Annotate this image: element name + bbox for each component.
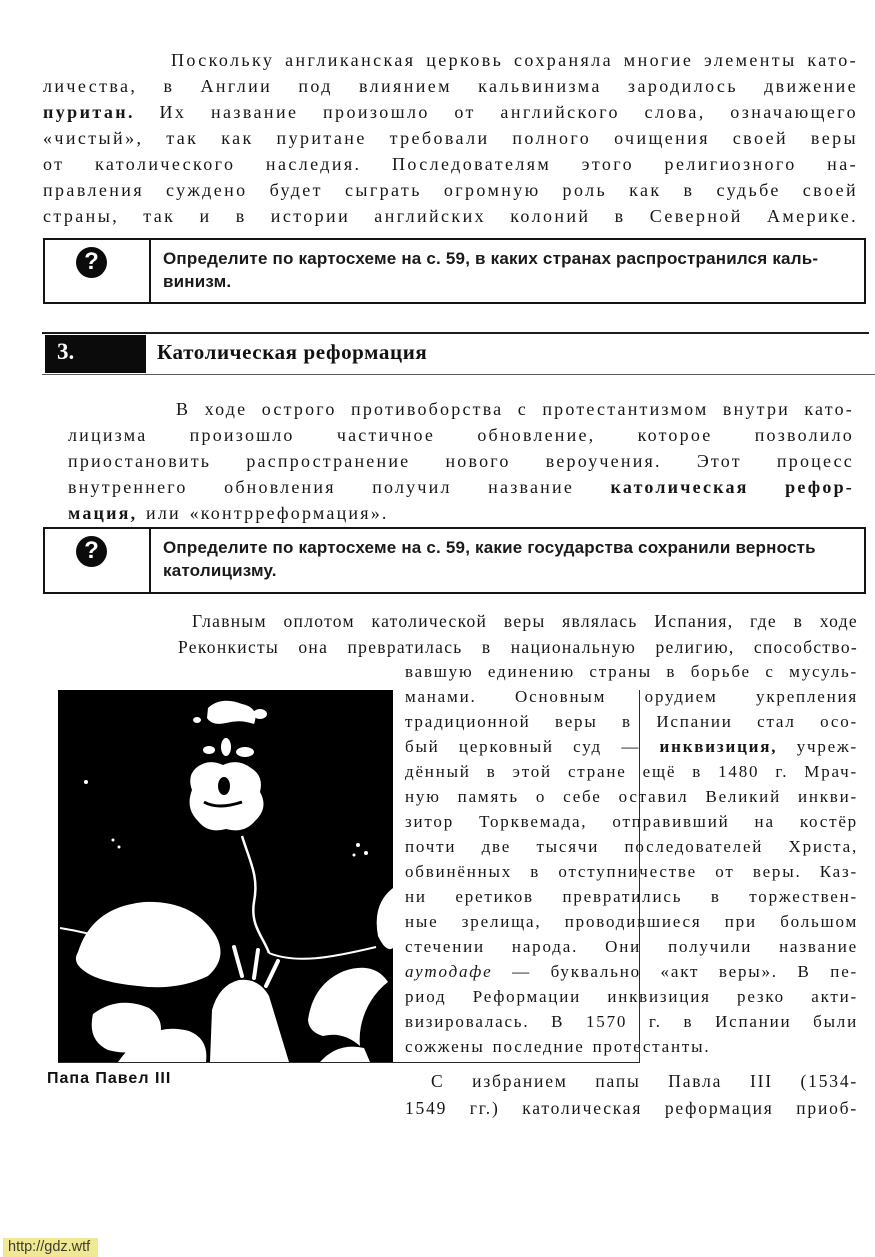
- text-line: дённый в этой стране ещё в 1480 г. Мрач-: [405, 762, 858, 781]
- section-rule-bottom: [42, 374, 875, 375]
- text-line: Определите по картосхеме на с. 59, в каких странах распространился каль-: [163, 249, 819, 268]
- paragraph-paul-election: [405, 1068, 858, 1122]
- question-icon: ?: [76, 536, 107, 567]
- text-line: риод Реформации инквизиция резко акти-: [405, 987, 858, 1006]
- text-line: лицизма произошло частичное обновление, которое позволило: [68, 425, 854, 445]
- text-line: Определите по картосхеме на с. 59, какие государства сохранили верность: [163, 538, 816, 557]
- text-line: сожжены последние протестанты.: [405, 1037, 711, 1056]
- question-text: [151, 529, 864, 592]
- text-line: Поскольку англиканская церковь сохраняла многие элементы като-: [171, 50, 858, 70]
- text-line: приостановить распространение нового вероучения. Этот процесс: [68, 451, 854, 471]
- text-line: С избранием папы Павла III (1534-: [431, 1071, 858, 1091]
- text-run: Их название произошло от английского слова, означающего: [134, 102, 858, 122]
- watermark-url: http://gdz.wtf: [3, 1238, 98, 1257]
- text-run: или «контрреформация».: [137, 503, 389, 523]
- section-rule-top: [42, 332, 869, 334]
- right-text-column: [405, 659, 858, 1122]
- text-line: ни еретиков превратились в торжествен-: [405, 887, 858, 906]
- bold-term-continued: мация,: [68, 503, 138, 523]
- bold-term-catholic-reformation: католическая рефор-: [610, 477, 855, 497]
- text-line: стечении народа. Они получили название: [405, 937, 858, 956]
- text-line: Главным оплотом католической веры являлась Испания, где в ходе: [192, 611, 858, 631]
- text-run: учреж-: [777, 737, 858, 756]
- paragraph-inquisition: [405, 659, 858, 1059]
- italic-term-autodafe: аутодафе: [405, 962, 493, 981]
- text-line: манами. Основным орудием укрепления: [405, 687, 858, 706]
- text-line: «чистый», так как пуритане требовали полного очищения своей веры: [43, 128, 858, 148]
- text-line: ную память о себе оставил Великий инкви-: [405, 787, 858, 806]
- question-icon-cell: [45, 529, 151, 592]
- question-icon-cell: [45, 240, 151, 302]
- text-line: католицизму.: [163, 561, 277, 580]
- text-line: от католического наследия. Последователям этого религиозного на-: [43, 154, 858, 174]
- text-line: 1549 гг.) католическая реформация приоб-: [405, 1098, 858, 1118]
- pope-paul-portrait-image: [58, 690, 393, 1062]
- text-line: Реконкисты она превратилась в национальную религию, способство-: [178, 637, 858, 657]
- paragraph-spain-intro: [178, 608, 858, 660]
- text-line: обвинённых в отступничестве от веры. Каз-: [405, 862, 858, 881]
- section-number-box: [45, 335, 146, 373]
- figure-pope-paul: [58, 690, 393, 1062]
- paragraph-catholic-reformation: [68, 396, 854, 526]
- question-box-calvinism: [43, 238, 866, 304]
- question-box-catholicism: [43, 527, 866, 594]
- text-line: вавшую единению страны в борьбе с мусуль-: [405, 662, 858, 681]
- text-run: внутреннего обновления получил название: [68, 477, 611, 497]
- text-line: [68, 474, 854, 500]
- text-line: личества, в Англии под влиянием кальвинизма зародилось движение: [43, 76, 858, 96]
- text-line: ные зрелища, проводившиеся при большом: [405, 912, 858, 931]
- text-line: [43, 99, 858, 125]
- text-line: визировалась. В 1570 г. в Испании были: [405, 1012, 858, 1031]
- text-run: — буквально «акт веры». В пе-: [492, 962, 858, 981]
- text-line: правления суждено будет сыграть огромную роль как в судьбе своей: [43, 180, 858, 200]
- question-text: [151, 240, 864, 302]
- text-line: винизм.: [163, 272, 232, 291]
- section-title: Католическая реформация: [157, 340, 428, 364]
- text-line: [405, 734, 858, 759]
- section-number: 3.: [57, 339, 75, 364]
- paragraph-anglican-church: [43, 47, 858, 229]
- bold-term-inquisition: инквизиция,: [659, 737, 778, 756]
- text-line: страны, так и в истории английских колоний в Северной Америке.: [43, 206, 858, 226]
- text-line: почти две тысячи последователей Христа,: [405, 837, 858, 856]
- text-line: [405, 959, 858, 984]
- text-run: бый церковный суд —: [405, 737, 660, 756]
- text-line: традиционной веры в Испании стал осо-: [405, 712, 858, 731]
- question-icon: ?: [76, 247, 107, 278]
- bold-term-puritans: пуритан.: [43, 102, 135, 122]
- figure-caption: Папа Павел III: [47, 1070, 172, 1087]
- text-line: зитор Торквемада, отправивший на костёр: [405, 812, 858, 831]
- text-line: В ходе острого противоборства с протестантизмом внутри като-: [176, 399, 854, 419]
- text-line: [68, 500, 854, 526]
